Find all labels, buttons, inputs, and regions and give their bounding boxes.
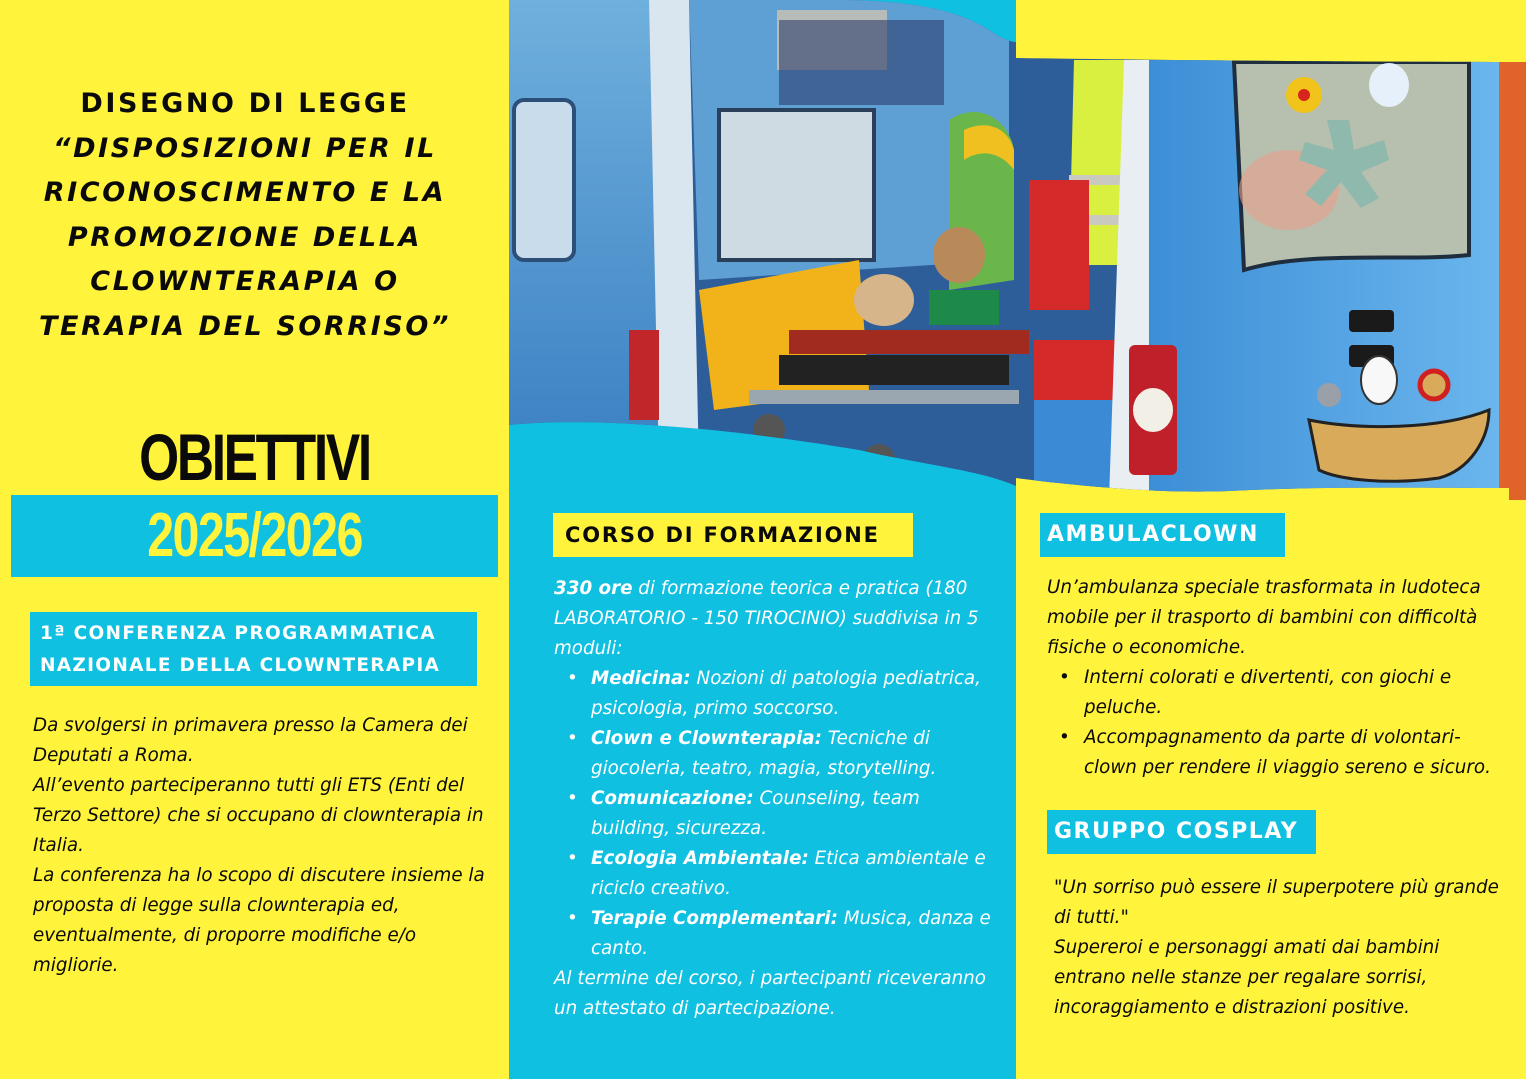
conference-heading-line1: 1ª CONFERENZA PROGRAMMATICA [40, 623, 436, 644]
course-description [554, 574, 994, 1024]
ambulaclown-description [1047, 573, 1502, 783]
ambulaclown-item: • Accompagnamento da parte di volontari-clown per rendere il viaggio sereno e sicuro. [1084, 723, 1502, 783]
year-banner [11, 495, 498, 577]
module-item: • Ecologia Ambientale: Etica ambientale e riciclo creativo. [591, 844, 994, 904]
conference-paragraph: Da svolgersi in primavera presso la Camera dei Deputati a Roma. [33, 715, 468, 766]
cosplay-heading-label: GRUPPO COSPLAY [1054, 819, 1299, 844]
cosplay-text: Supereroi e personaggi amati dai bambini entrano nelle stanze per regalare sorrisi, incoraggiamento e distrazioni positive. [1054, 937, 1440, 1018]
cosplay-description [1054, 873, 1514, 1023]
module-item: • Medicina: Nozioni di patologia pediatrica, psicologia, primo soccorso. [591, 664, 994, 724]
course-intro: 330 ore di formazione teorica e pratica (180 LABORATORIO - 150 TIROCINIO) suddivisa in 5 moduli: [554, 578, 979, 659]
cosplay-quote: "Un sorriso può essere il superpotere più grande di tutti." [1054, 877, 1499, 928]
course-heading-label: CORSO DI FORMAZIONE [565, 523, 880, 547]
year-label: 2025/2026 [147, 501, 362, 570]
ambulance-photo [509, 0, 1526, 500]
conference-heading [30, 612, 477, 686]
module-list [554, 664, 994, 964]
module-item: • Terapie Complementari: Musica, danza e canto. [591, 904, 994, 964]
bill-title-line1: DISEGNO DI LEGGE [80, 88, 410, 119]
objectives-title: OBIETTIVI [139, 420, 370, 494]
conference-paragraph: All’evento parteciperanno tutti gli ETS (Enti del Terzo Settore) che si occupano di clownterapia in Italia. [33, 775, 484, 856]
conference-paragraph: La conferenza ha lo scopo di discutere insieme la proposta di legge sulla clownterapia ed, eventualmente, di proporre modifiche e/o migliorie. [33, 865, 485, 976]
ambulaclown-heading [1040, 513, 1285, 557]
ambulaclown-intro: Un’ambulanza speciale trasformata in ludoteca mobile per il trasporto di bambini con difficoltà fisiche o economiche. [1047, 577, 1481, 658]
ambulaclown-list [1047, 663, 1502, 783]
module-item: • Clown e Clownterapia: Tecniche di giocoleria, teatro, magia, storytelling. [591, 724, 994, 784]
course-heading [553, 513, 913, 557]
ambulaclown-heading-label: AMBULACLOWN [1047, 522, 1259, 547]
ambulaclown-item: • Interni colorati e divertenti, con giochi e peluche. [1084, 663, 1502, 723]
conference-heading-line2: NAZIONALE DELLA CLOWNTERAPIA [40, 655, 441, 676]
course-closing: Al termine del corso, i partecipanti riceveranno un attestato di partecipazione. [554, 968, 986, 1019]
bill-title-name: “DISPOSIZIONI PER IL RICONOSCIMENTO E LA PROMOZIONE DELLA CLOWNTERAPIA O TERAPIA DEL SORRISO” [39, 132, 451, 342]
course-hours: 330 ore [554, 578, 633, 599]
bill-title [20, 82, 470, 349]
conference-description [33, 711, 488, 981]
cosplay-heading [1047, 810, 1316, 854]
module-item: • Comunicazione: Counseling, team building, sicurezza. [591, 784, 994, 844]
